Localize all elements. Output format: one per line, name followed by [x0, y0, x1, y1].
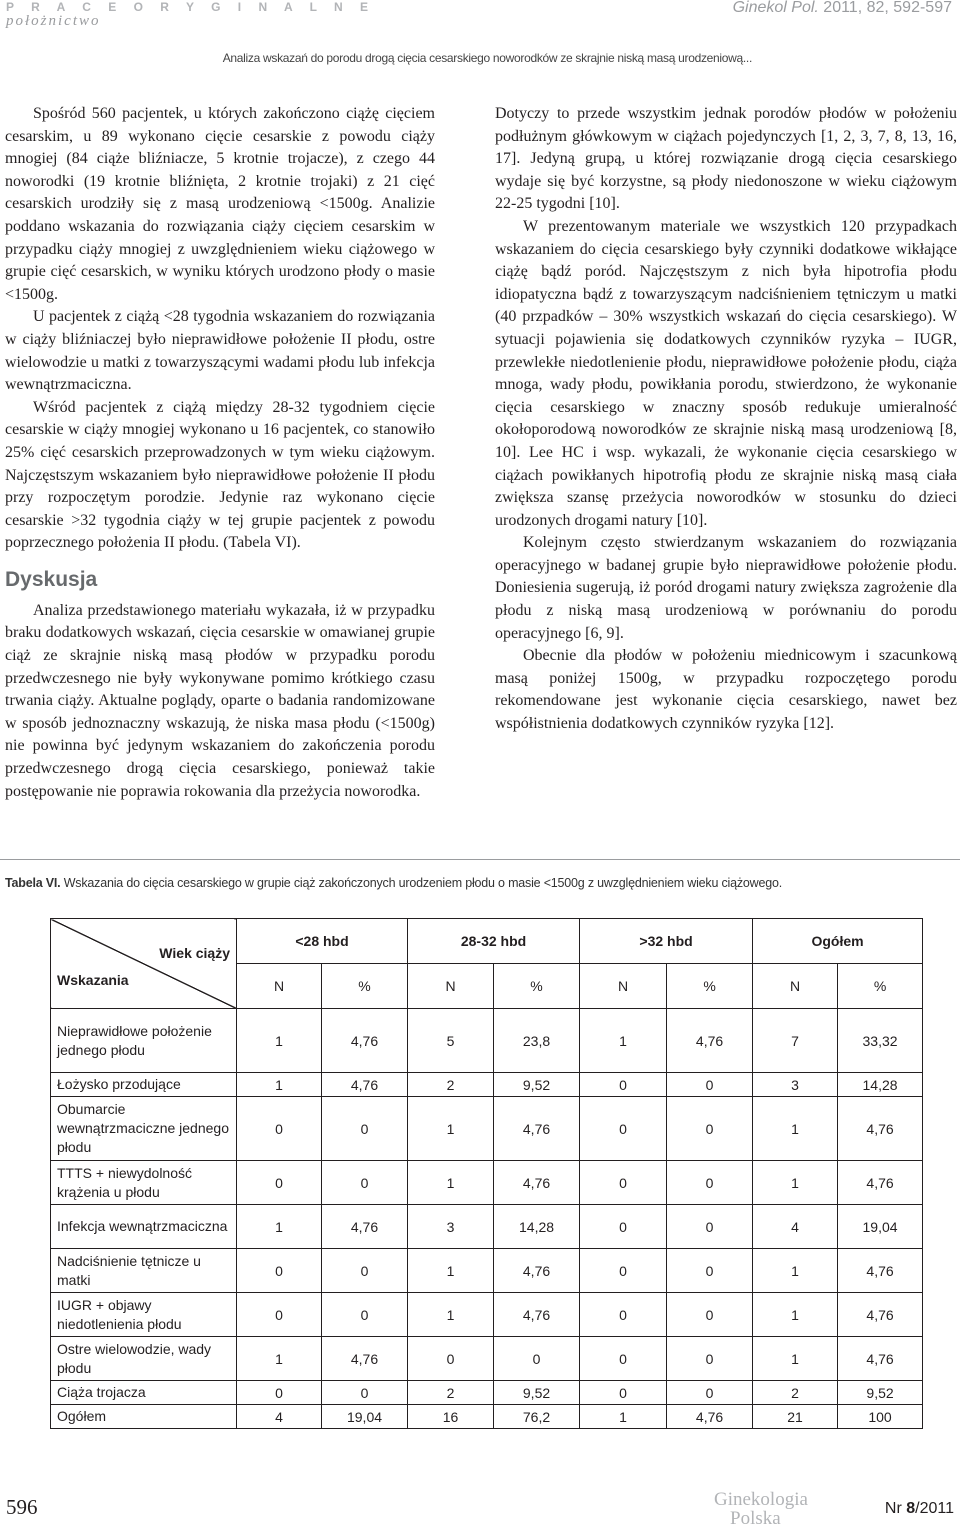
table-cell: 14,28	[494, 1205, 580, 1249]
row-label: Infekcja wewnątrzmaciczna	[51, 1205, 237, 1249]
table-cell: 0	[667, 1205, 753, 1249]
table-body	[51, 1009, 923, 1429]
table-cell: 0	[667, 1161, 753, 1205]
table-cell: 4,76	[322, 1337, 408, 1381]
table-cell: 0	[322, 1097, 408, 1161]
table-cell: 16	[408, 1405, 494, 1429]
table-cell: 1	[580, 1009, 667, 1073]
subheader-cell: %	[667, 964, 753, 1009]
table-cell: 1	[753, 1293, 838, 1337]
table-cell: 0	[580, 1097, 667, 1161]
body-paragraph: W prezentowanym materiale we wszystkich 120 przypadkach wskazaniem do cięcia cesarskiego były czynniki dodatkowe wikłające ciążę bądź poród. Najczęstszym z nich była hipotrofia płodu idiopatyczna bądź z towarzyszącym nadciśnieniem tętniczym u matki (40 przpadków – 30% wszystkich wskazań do cięcia cesarskiego). W sytuacji pojawienia się dodatkowych czynników ryzyka – IUGR, przewlekłe niedotlenienie płodu, nieprawidłowe położenie płodu, ciąża mnoga, wady płodu, powikłania porodu, stwierdzono, że wykonanie cięcia cesarskiego w znaczny sposób redukuje umieralność okołoporodową noworodków ze skrajnie niską masą urodzeniową [8, 10]. Lee HC i wsp. wykazali, że wykonanie cięcia cesarskiego w ciążach powikłanych hipotrofią płodu ze skrajnie niską masą ciała zwiększa szansę przeżycia noworodków w stosunku do dzieci urodzonych drogami natury [10].	[495, 217, 957, 529]
table-cell: 2	[753, 1381, 838, 1405]
table-cell: 1	[580, 1405, 667, 1429]
table-cell: 23,8	[494, 1009, 580, 1073]
row-label: Nieprawidłowe położenie jednego płodu	[51, 1009, 237, 1073]
table-cell: 4,76	[838, 1293, 923, 1337]
table-cell: 4	[237, 1405, 322, 1429]
body-paragraph: U pacjentek z ciążą <28 tygodnia wskazaniem do rozwiązania w ciąży bliźniaczej było nieprawidłowe położenie II płodu, ostre wielowodzie u matki z towarzyszącymi wadami płodu lub infekcja wewnątrzmaciczna.	[5, 308, 435, 394]
table-cell: 0	[580, 1293, 667, 1337]
table-cell: 1	[237, 1337, 322, 1381]
table-cell: 9,52	[494, 1381, 580, 1405]
row-label: Ciąża trojacza	[51, 1381, 237, 1405]
table-cell: 0	[237, 1293, 322, 1337]
table-cell: 0	[408, 1337, 494, 1381]
corner-label-indications: Wskazania	[57, 972, 129, 988]
row-label: Ogółem	[51, 1405, 237, 1429]
subheader-cell: N	[408, 964, 494, 1009]
row-label: Nadciśnienie tętnicze u matki	[51, 1249, 237, 1293]
table-row	[51, 1249, 923, 1293]
table-cell: 0	[667, 1337, 753, 1381]
table-cell: 1	[408, 1293, 494, 1337]
table-cell: 1	[753, 1337, 838, 1381]
table-cell: 21	[753, 1405, 838, 1429]
table-cell: 0	[667, 1293, 753, 1337]
table-cell: 4,76	[838, 1249, 923, 1293]
table-cell: 0	[237, 1097, 322, 1161]
table-cell: 0	[237, 1161, 322, 1205]
table-cell: 1	[753, 1249, 838, 1293]
corner-label-age: Wiek ciąży	[159, 945, 230, 961]
row-label: Łożysko przodujące	[51, 1073, 237, 1097]
table-cell: 4,76	[838, 1097, 923, 1161]
table-cell: 4,76	[494, 1293, 580, 1337]
page-number: 596	[6, 1495, 38, 1519]
issue-prefix: Nr	[884, 1500, 907, 1517]
subheader-cell: %	[322, 964, 408, 1009]
row-label: Obumarcie wewnątrzmaciczne jednego płodu	[51, 1097, 237, 1161]
table-cell: 4,76	[494, 1249, 580, 1293]
table-cell: 4,76	[494, 1097, 580, 1161]
group-header: 28-32 hbd	[408, 919, 580, 964]
table-cell: 1	[753, 1097, 838, 1161]
subheader-cell: %	[494, 964, 580, 1009]
journal-citation	[733, 0, 952, 17]
subheader-cell: %	[838, 964, 923, 1009]
corner-cell	[51, 919, 237, 1009]
body-paragraph: Dotyczy to przede wszystkim jednak porodów płodów w położeniu podłużnym główkowym w ciążach pojedynczych [1, 2, 3, 7, 8, 13, 16, 17]. Jedyną grupą, u której rozwiązanie drogą cięcia cesarskiego wydaje się być korzystne, są płody niedonoszone w wieku ciążowym 22-25 tygodni [10].	[495, 105, 957, 213]
table-cell: 0	[667, 1097, 753, 1161]
section-heading: Dyskusja	[5, 567, 98, 591]
table-cell: 0	[494, 1337, 580, 1381]
table-cell: 9,52	[838, 1381, 923, 1405]
issue-year: /2011	[915, 1500, 954, 1517]
table-cell: 0	[237, 1381, 322, 1405]
group-header: Ogółem	[753, 919, 923, 964]
table-header-row	[51, 919, 923, 964]
table-caption-label: Tabela VI.	[5, 876, 61, 890]
logo-line-1: Ginekologia	[714, 1489, 808, 1510]
table-cell: 1	[753, 1161, 838, 1205]
row-label: Ostre wielowodzie, wady płodu	[51, 1337, 237, 1381]
table-row	[51, 1293, 923, 1337]
running-title: Analiza wskazań do porodu drogą cięcia cesarskiego noworodków ze skrajnie niską masą urodzeniową...	[222, 51, 752, 65]
table-row	[51, 1205, 923, 1249]
section-name: położnictwo	[6, 13, 101, 29]
logo-line-2: Polska	[730, 1508, 781, 1529]
table-cell: 33,32	[838, 1009, 923, 1073]
subheader-cell: N	[580, 964, 667, 1009]
table-cell: 0	[667, 1073, 753, 1097]
table-cell: 0	[580, 1073, 667, 1097]
table-cell: 5	[408, 1009, 494, 1073]
group-header: >32 hbd	[580, 919, 753, 964]
table-row	[51, 1337, 923, 1381]
journal-ref: 2011, 82, 592-597	[818, 0, 952, 16]
table-cell: 7	[753, 1009, 838, 1073]
section-kicker: P R A C E O R Y G I N A L N E	[6, 0, 376, 14]
table-cell: 3	[753, 1073, 838, 1097]
table-cell: 14,28	[838, 1073, 923, 1097]
table-cell: 1	[408, 1097, 494, 1161]
table-cell: 0	[580, 1249, 667, 1293]
table-cell: 1	[237, 1205, 322, 1249]
table-cell: 4,76	[322, 1073, 408, 1097]
subheader-cell: N	[753, 964, 838, 1009]
journal-logo	[714, 1490, 808, 1528]
table-cell: 0	[580, 1381, 667, 1405]
table-caption-text: Wskazania do cięcia cesarskiego w grupie ciąż zakończonych urodzeniem płodu o masie <1500g z uwzględnieniem wieku ciążowego.	[60, 876, 783, 890]
table-cell: 0	[237, 1249, 322, 1293]
journal-name: Ginekol Pol.	[732, 0, 819, 16]
table-cell: 9,52	[494, 1073, 580, 1097]
body-paragraph: Kolejnym często stwierdzanym wskazaniem do rozwiązania operacyjnego w badanej grupie było nieprawidłowe położenie płodu. Doniesienia sugerują, iż poród drogami natury zwiększa zagrożenie dla płodu z niską masą urodzeniową w porównaniu do porodu operacyjnego [6, 9].	[495, 534, 957, 642]
body-paragraph: Analiza przedstawionego materiału wykazała, iż w przypadku braku dodatkowych wskazań, cięcia cesarskie w omawianej grupie ciąż ze skrajnie niską masą płodów w przypadku porodu przedwczesnego nie były wykonywane pomimo krótkiego czasu trwania ciąży. Aktualne poglądy, oparte o badania randomizowane w sposób jednoznaczny wskazują, że niska masa płodu (<1500g) nie powinna być jedynym wskazaniem do zakończenia porodu przedwczesnego drogą cięcia cesarskiego, ponieważ takie postępowanie nie poprawia rokowania dla przeżycia noworodka.	[5, 601, 435, 800]
table-cell: 4,76	[838, 1337, 923, 1381]
indications-table	[50, 918, 923, 1429]
left-column	[5, 103, 435, 803]
row-label: IUGR + objawy niedotlenienia płodu	[51, 1293, 237, 1337]
body-paragraph: Spośród 560 pacjentek, u których zakończono ciążę cięciem cesarskim, u 89 wykonano cięcie cesarskie z powodu ciąży mnogiej (84 ciąże bliźniacze, 5 krotnie trojacze), z czego 44 noworodki (19 krotnie bliźnięta, 2 krotnie trojaki) z 21 cięć cesarskich urodziły się z masą urodzeniową <1500g. Analizie poddano wskazania do rozwiązania ciąży cięciem cesarskim w przypadku ciąży mnogiej z uwzględnieniem wieku ciążowego w grupie cięć cesarskich, w wyniku których urodzono płody o masie <1500g.	[5, 105, 435, 303]
table-cell: 0	[322, 1381, 408, 1405]
issue-no: 8	[906, 1500, 916, 1517]
table-cell: 0	[322, 1161, 408, 1205]
group-header: <28 hbd	[237, 919, 408, 964]
right-column	[495, 103, 957, 736]
table-cell: 3	[408, 1205, 494, 1249]
table-cell: 0	[322, 1249, 408, 1293]
subheader-cell: N	[237, 964, 322, 1009]
table-cell: 0	[322, 1293, 408, 1337]
divider-rule	[0, 859, 960, 860]
table-cell: 4,76	[667, 1405, 753, 1429]
table-cell: 4,76	[838, 1161, 923, 1205]
table-cell: 19,04	[322, 1405, 408, 1429]
table-row	[51, 1073, 923, 1097]
table-cell: 4,76	[322, 1205, 408, 1249]
table-cell: 4,76	[667, 1009, 753, 1073]
table-row	[51, 1161, 923, 1205]
table-cell: 4	[753, 1205, 838, 1249]
table-cell: 1	[408, 1249, 494, 1293]
table-row	[51, 1097, 923, 1161]
table-cell: 1	[408, 1161, 494, 1205]
body-paragraph: Obecnie dla płodów w położeniu miednicowym i szacunkową masą poniżej 1500g, w przypadku rozpoczętego porodu rekomendowane jest wykonanie cięcia cesarskiego, nawet bez współistnienia dodatkowych czynników ryzyka [12].	[495, 647, 957, 733]
table-cell: 0	[580, 1337, 667, 1381]
table-caption	[5, 876, 782, 890]
table-row	[51, 1009, 923, 1073]
table-cell: 2	[408, 1381, 494, 1405]
table-cell: 4,76	[322, 1009, 408, 1073]
table-cell: 0	[667, 1249, 753, 1293]
row-label: TTTS + niewydolność krążenia u płodu	[51, 1161, 237, 1205]
body-paragraph: Wśród pacjentek z ciążą między 28-32 tygodniem cięcie cesarskie w ciąży mnogiej wykonano u 16 pacjentek, co stanowiło 25% cięć cesarskich przeprowadzonych w tym wieku ciążowym. Najczęstszym wskazaniem było nieprawidłowe położenie II płodu przy rozpoczętym porodzie. Jedynie raz wykonano cięcie cesarskie >32 tygodnia ciąży w tej grupie pacjentek z powodu poprzecznego położenia II płodu. (Tabela VI).	[5, 398, 435, 552]
table-cell: 4,76	[494, 1161, 580, 1205]
table-cell: 1	[237, 1009, 322, 1073]
table-cell: 0	[580, 1161, 667, 1205]
table-cell: 19,04	[838, 1205, 923, 1249]
issue-number	[885, 1500, 954, 1518]
table-row	[51, 1381, 923, 1405]
table-cell: 2	[408, 1073, 494, 1097]
table-cell: 0	[667, 1381, 753, 1405]
table-cell: 76,2	[494, 1405, 580, 1429]
table-cell: 100	[838, 1405, 923, 1429]
table-row	[51, 1405, 923, 1429]
table-cell: 1	[237, 1073, 322, 1097]
table-cell: 0	[580, 1205, 667, 1249]
